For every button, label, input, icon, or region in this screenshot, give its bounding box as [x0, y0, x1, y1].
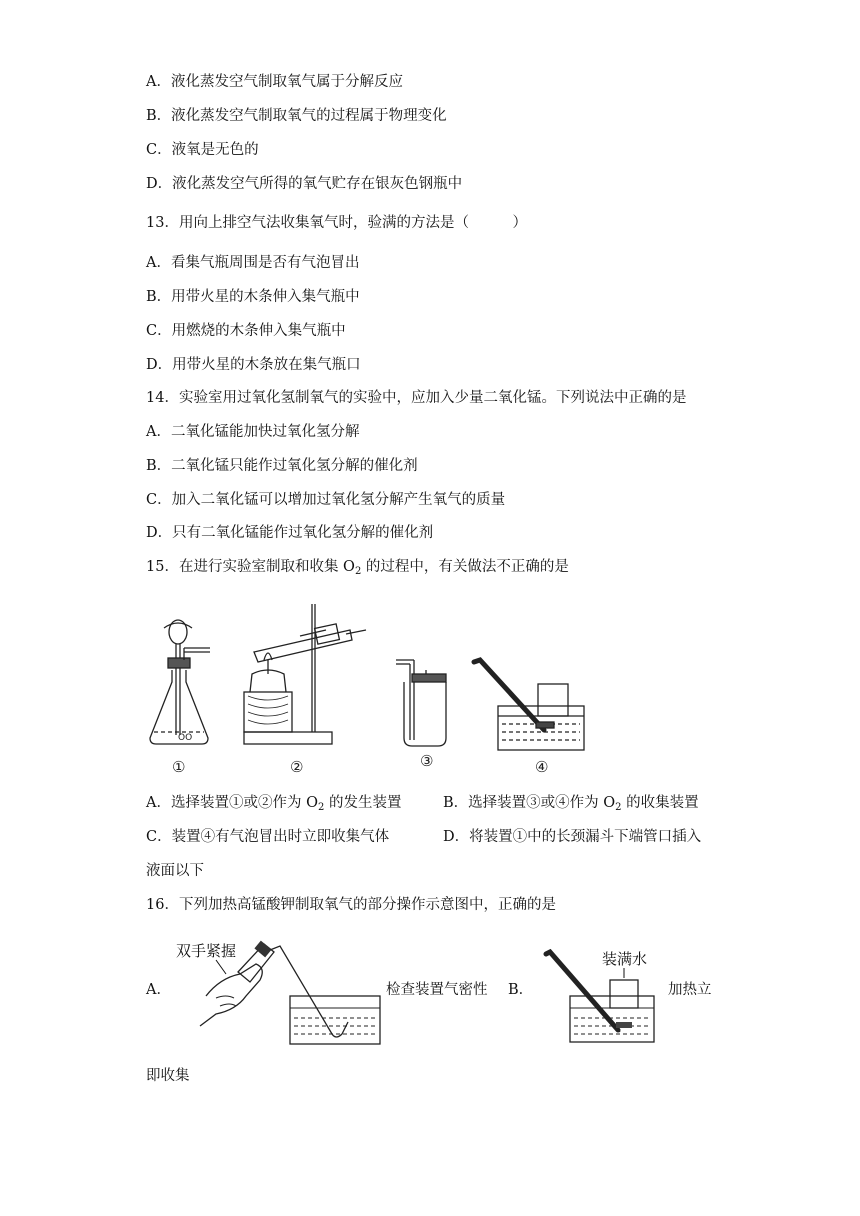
- q15-option-b: [443, 793, 699, 818]
- q16-option-b-continued: 即收集: [146, 1068, 190, 1084]
- q16-figure-b: [540, 938, 658, 1044]
- q15-option-b-pre: B．选择装置③或④作为 O: [443, 795, 616, 811]
- q12-option-b: B．液化蒸发空气制取氧气的过程属于物理变化: [146, 108, 447, 124]
- q15-stem-post: 的过程中，有关做法不正确的是: [361, 559, 569, 575]
- q14-stem: 14．实验室用过氧化氢制氧气的实验中，应加入少量二氧化锰。下列说法中正确的是: [146, 390, 687, 406]
- q15-option-b-sub: 2: [615, 802, 622, 813]
- q16-figure-b-label: 装满水: [602, 950, 648, 968]
- q15-label-1: ①: [172, 758, 186, 776]
- q15-option-d: D．将装置①中的长颈漏斗下端管口插入: [443, 829, 702, 845]
- q16-stem: 16．下列加热高锰酸钾制取氧气的部分操作示意图中，正确的是: [146, 897, 556, 913]
- q15-option-a-post: 的发生装置: [324, 795, 402, 811]
- q15-stem-pre: 15．在进行实验室制取和收集 O: [146, 559, 355, 575]
- q12-option-d: D．液化蒸发空气所得的氧气贮存在银灰色钢瓶中: [146, 176, 463, 192]
- q15-option-d-continued: 液面以下: [146, 863, 204, 879]
- q15-option-a-pre: A．选择装置①或②作为 O: [146, 795, 318, 811]
- q14-option-a: A．二氧化锰能加快过氧化氢分解: [146, 424, 360, 440]
- q16-figure-a-label: 双手紧握: [176, 942, 237, 960]
- q16-option-b-caption: 加热立: [668, 982, 712, 998]
- q14-option-d: D．只有二氧化锰能作过氧化氢分解的催化剂: [146, 525, 434, 541]
- q15-apparatus-figure: [140, 600, 600, 780]
- q12-option-c: C．液氧是无色的: [146, 142, 259, 158]
- q15-option-a-sub: 2: [317, 802, 325, 813]
- q15-option-b-post: 的收集装置: [621, 795, 699, 811]
- q16-figure-a: [176, 934, 382, 1046]
- q16-option-a-caption: 检查装置气密性: [386, 982, 488, 998]
- q14-option-c: C．加入二氧化锰可以增加过氧化氢分解产生氧气的质量: [146, 492, 506, 508]
- heating-apparatus: [244, 604, 366, 744]
- q15-option-a: [146, 793, 401, 818]
- q12-option-a: A．液化蒸发空气制取氧气属于分解反应: [146, 74, 403, 90]
- q15-option-c: C．装置④有气泡冒出时立即收集气体: [146, 829, 390, 845]
- q15-label-2: ②: [290, 758, 304, 776]
- gas-bottle-apparatus: [396, 660, 446, 746]
- q15-stem: [146, 557, 569, 582]
- q14-option-b: B．二氧化锰只能作过氧化氢分解的催化剂: [146, 458, 418, 474]
- water-trough-apparatus: [474, 660, 584, 750]
- svg-text:OO: OO: [178, 733, 193, 743]
- q16-option-a-letter: A．: [146, 982, 171, 998]
- q16-option-b-letter: B．: [508, 982, 534, 998]
- q15-label-3: ③: [420, 752, 434, 770]
- q13-option-c: C．用燃烧的木条伸入集气瓶中: [146, 323, 346, 339]
- flask-apparatus: [150, 620, 210, 744]
- q13-stem: 13．用向上排空气法收集氧气时，验满的方法是（ ）: [146, 215, 527, 231]
- q13-option-d: D．用带火星的木条放在集气瓶口: [146, 357, 361, 373]
- q13-option-a: A．看集气瓶周围是否有气泡冒出: [146, 255, 360, 271]
- q15-stem-sub: 2: [354, 566, 362, 577]
- q13-option-b: B．用带火星的木条伸入集气瓶中: [146, 289, 360, 305]
- q15-label-4: ④: [535, 758, 549, 776]
